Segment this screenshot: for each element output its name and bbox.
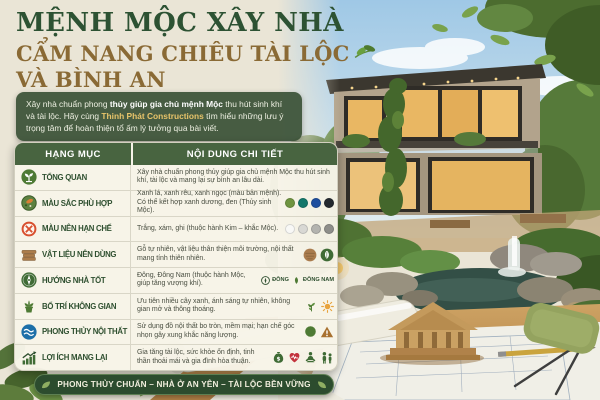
color-swatch-dark-gray xyxy=(324,224,334,234)
wood-plank-icon xyxy=(21,247,37,263)
table-row-phong-thuy-noi-that xyxy=(15,319,337,345)
row-label: LỢI ÍCH MANG LẠI xyxy=(42,353,108,363)
row-content: Ưu tiên nhiều cây xanh, ánh sáng tự nhiên, không gian mở và thông thoáng. xyxy=(137,297,291,314)
row-label: HƯỚNG NHÀ TỐT xyxy=(42,275,106,285)
intro-bold: thủy giúp gia chủ mệnh Mộc xyxy=(109,99,223,109)
wood-circle-icon xyxy=(303,248,317,262)
row-content: Xây nhà chuẩn phong thủy giúp gia chủ mệnh Mộc thu hút sinh khí, tài lộc và mang lại sự bình an lâu dài. xyxy=(137,168,330,185)
row-content: Trắng, xám, ghi (thuộc hành Kim – khắc Mộc). xyxy=(137,224,279,232)
subtitle-line2: VÀ BÌNH AN xyxy=(16,67,166,93)
family-icon xyxy=(320,351,334,365)
table-row-mau-sac-phu-hop xyxy=(15,190,337,216)
growth-chart-icon xyxy=(21,350,37,366)
sprout-icon xyxy=(21,169,37,185)
color-swatch-teal xyxy=(298,198,308,208)
banner-text: PHONG THỦY CHUẨN – NHÀ Ở AN YÊN – TÀI LỘC BỀN VỮNG xyxy=(57,380,311,389)
table-row-vat-lieu-nen-dung xyxy=(15,241,337,267)
row-label: VẬT LIỆU NÊN DÙNG xyxy=(42,250,117,260)
money-bag-icon xyxy=(272,351,285,364)
intro-text: thu hút sinh khí và tài lộc. Hãy cùng xyxy=(26,99,283,122)
color-swatch-blue xyxy=(311,198,321,208)
potted-plant-icon xyxy=(21,298,37,314)
banner-leaf-icon xyxy=(317,380,327,390)
row-content: Đông, Đông Nam (thuộc hành Mộc, giúp tăng vượng khí). xyxy=(137,271,246,288)
brand-name: Thinh Phát Constructions xyxy=(101,111,204,122)
leaf-circle-icon xyxy=(320,248,334,262)
row-label: MÀU SẮC PHÙ HỢP xyxy=(42,198,113,208)
color-swatch-light-gray xyxy=(298,224,308,234)
row-label: BỐ TRÍ KHÔNG GIAN xyxy=(42,301,117,311)
subtitle-line1: CẨM NANG CHIÊU TÀI LỘC xyxy=(16,41,350,67)
row-content: Xanh lá, xanh rêu, xanh ngọc (màu bản mệnh). Có thể kết hợp xanh dương, đen (Thủy sinh Mộc). xyxy=(137,190,282,215)
heart-pulse-icon xyxy=(288,351,301,364)
color-swatch-gray xyxy=(311,224,321,234)
main-title: MỆNH MỘC XÂY NHÀ xyxy=(16,8,344,38)
row-label: MÀU NÊN HẠN CHẾ xyxy=(42,224,112,234)
plant-sprig-icon xyxy=(305,300,318,313)
palette-icon xyxy=(21,195,37,211)
table-header xyxy=(15,143,337,165)
southeast-badge: ĐÔNG NAM xyxy=(292,276,334,285)
compass-icon xyxy=(21,272,37,288)
east-badge: ĐÔNG xyxy=(261,276,289,285)
water-icon xyxy=(21,324,37,340)
title-leaf-icon xyxy=(353,42,377,66)
meditation-icon xyxy=(304,351,317,364)
row-content: Sử dụng đồ nội thất bo tròn, mềm mại; hạn chế góc nhọn gây xung khắc năng lượng. xyxy=(137,323,295,339)
svg-text:$: $ xyxy=(276,356,281,363)
intro-box xyxy=(16,92,302,141)
row-content: Gỗ tự nhiên, vật liệu thân thiện môi trường, nội thất mang tính thiên nhiên. xyxy=(137,246,294,262)
table-row-mau-nen-han-che xyxy=(15,216,337,242)
banner-leaf-icon xyxy=(41,380,51,390)
feng-shui-table xyxy=(14,142,338,371)
header-hang-muc: HẠNG MỤC xyxy=(15,143,131,165)
sun-icon xyxy=(321,300,334,313)
row-content: Gia tăng tài lộc, sức khỏe ổn định, tinh thần thoải mái và gia đình hòa thuận. xyxy=(137,349,255,365)
color-swatch-green xyxy=(285,198,295,208)
footer-banner xyxy=(34,374,334,395)
prohibited-icon xyxy=(21,221,37,237)
row-label: PHONG THỦY NỘI THẤT xyxy=(42,327,128,337)
color-swatch-black xyxy=(324,198,334,208)
green-circle-icon xyxy=(304,325,317,338)
row-label: TỔNG QUAN xyxy=(42,172,87,182)
intro-text: Xây nhà chuẩn phong xyxy=(26,99,110,109)
color-swatch-white xyxy=(285,224,295,234)
table-row-loi-ich-mang-lai xyxy=(15,344,337,370)
intro-text: tìm hiểu những lưu ý trọng tâm để hoàn thiện tổ ấm lý tưởng qua bài viết. xyxy=(26,111,284,134)
compass-badge-icon xyxy=(261,276,270,285)
table-row-tong-quan xyxy=(15,165,337,190)
table-row-bo-tri-khong-gian xyxy=(15,293,337,319)
title-block xyxy=(16,9,377,92)
table-row-huong-nha-tot xyxy=(15,267,337,293)
leaf-badge-icon xyxy=(292,276,301,285)
header-noi-dung: NỘI DUNG CHI TIẾT xyxy=(133,143,337,165)
warning-icon xyxy=(320,325,334,339)
